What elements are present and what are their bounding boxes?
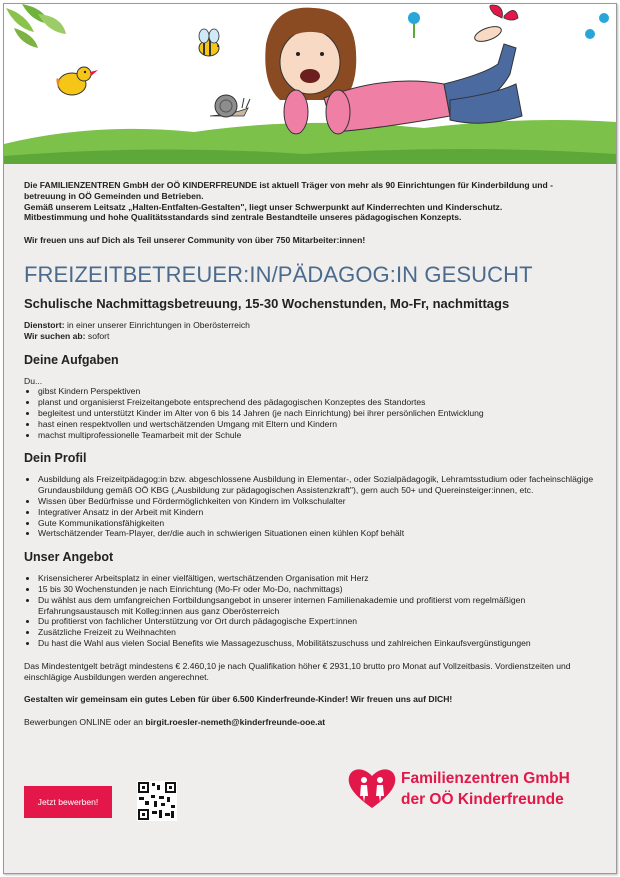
profil-heading: Dein Profil — [24, 451, 87, 466]
list-item: • Krisensicherer Arbeitsplatz in einer vielfältigen, wertschätzenden Organisation mit Herz — [38, 573, 594, 584]
application-line — [24, 717, 594, 728]
start-label: Wir suchen ab: — [24, 330, 86, 341]
list-item: • Ausbildung als Freizeitpädagog:in bzw. abgeschlossene Ausbildung in Elementar-, oder Sozialpädagogik, Lehramtsstudium oder facheinschlägige Grundausbildung gemäß OÖ KBG („Ausbildung zur pädagogischen Assistenzkraft"), gern auch 50+ und Quereinsteiger:innen, etc. — [38, 474, 594, 496]
aufgaben-heading: Deine Aufgaben — [24, 352, 119, 367]
heart-logo-icon — [347, 766, 397, 810]
leitsatz-text: Gemäß unserem Leitsatz „Halten-Entfalten-Gestalten", liegt unser Schwerpunkt auf Kinderrechten und Kinderschutz. — [24, 201, 503, 212]
start-value: sofort — [85, 330, 110, 341]
hero-illustration — [4, 4, 616, 164]
dienstort-label: Dienstort: — [24, 319, 65, 330]
list-item: • Wissen über Bedürfnisse und Fördermöglichkeiten von Kindern im Volkschulalter — [38, 496, 594, 507]
logo-line-2: der OÖ Kinderfreunde — [401, 791, 564, 808]
aufgaben-lead: Du... — [24, 375, 43, 386]
list-item: • Gute Kommunikationsfähigkeiten — [38, 518, 594, 529]
job-subtitle: Schulische Nachmittagsbetreuung, 15-30 Wochenstunden, Mo-Fr, nachmittags — [24, 295, 510, 311]
leaves-icon — [6, 4, 66, 48]
qr-code[interactable] — [137, 781, 177, 821]
quality-text: Mitbestimmung und hohe Qualitätsstandards sind zentrale Bestandteile unseres pädagogischen Konzepts. — [24, 212, 462, 223]
job-ad-page — [3, 3, 617, 874]
list-item: • Du hast die Wahl aus vielen Social Benefits wie Massagezuschuss, Mobilitätszuschuss und zahlreichen Einkaufsvergünstigungen — [38, 638, 594, 649]
angebot-list — [24, 573, 594, 649]
apply-button[interactable]: Jetzt bewerben! — [24, 786, 112, 818]
community-text: Wir freuen uns auf Dich als Teil unserer Community von über 750 Mitarbeiter:innen! — [24, 235, 366, 246]
list-item: • Du profitierst von fachlicher Unterstützung vor Ort durch pädagogische Expert:innen — [38, 616, 594, 627]
start-row — [24, 331, 594, 342]
intro-text: Die FAMILIENZENTREN GmbH der OÖ KINDERFREUNDE ist aktuell Träger von mehr als 90 Einrichtungen für Kinderbildung und -betreuung in OÖ Gemeinden und Betrieben. — [24, 180, 554, 201]
list-item: • machst multiprofessionelle Teamarbeit mit der Schule — [38, 430, 594, 441]
job-title: FREIZEITBETREUER:IN/PÄDAGOG:IN GESUCHT — [24, 261, 533, 287]
list-item: • begleitest und unterstützt Kinder im Alter von 6 bis 14 Jahren (je nach Einrichtung) bei ihrer persönlichen Entwicklung — [38, 408, 594, 419]
bee-icon — [199, 29, 219, 56]
list-item: • planst und organisierst Freizeitangebote entsprechend des pädagogischen Konzeptes des Standortes — [38, 397, 594, 408]
girl-illustration — [265, 8, 522, 134]
job-meta — [24, 320, 594, 342]
list-item: • Zusätzliche Freizeit zu Weihnachten — [38, 627, 594, 638]
list-item: • gibst Kindern Perspektiven — [38, 386, 594, 397]
salary-text: Das Mindestentgelt beträgt mindestens € 2.460,10 je nach Qualifikation höher € 2931,10 brutto pro Monat auf Vollzeitbasis. Vordienstzeiten und einschlägige Ausbildungen werden angerechnet. — [24, 660, 571, 682]
list-item: • Wertschätzender Team-Player, der/die auch in schwierigen Situationen einen kühlen Kopf behält — [38, 528, 594, 539]
ad-body — [24, 180, 594, 728]
list-item: • Du wählst aus dem umfangreichen Fortbildungsangebot in unserer internen Familienakademie und profitierst vom regelmäßigen Erfahrungsaustausch mit Kolleg:innen aus ganz Oberösterreich — [38, 595, 594, 617]
bird-icon — [56, 67, 98, 95]
list-item: • Integrativer Ansatz in der Arbeit mit Kindern — [38, 507, 594, 518]
profil-list — [24, 474, 594, 539]
application-email[interactable]: birgit.roesler-nemeth@kinderfreunde-ooe.at — [145, 717, 326, 728]
butterfly-icon — [490, 5, 518, 20]
angebot-heading: Unser Angebot — [24, 550, 114, 565]
dienstort-row — [24, 320, 594, 331]
snail-icon — [210, 95, 250, 117]
aufgaben-list — [24, 386, 594, 440]
application-prefix: Bewerbungen ONLINE oder an — [24, 717, 146, 728]
logo-line-1: Familienzentren GmbH — [401, 770, 570, 787]
closing-text: Gestalten wir gemeinsam ein gutes Leben für über 6.500 Kinderfreunde-Kinder! Wir freuen uns auf DICH! — [24, 694, 453, 705]
dienstort-value: in einer unserer Einrichtungen in Oberösterreich — [64, 319, 250, 330]
list-item: • hast einen respektvollen und wertschätzenden Umgang mit Eltern und Kindern — [38, 419, 594, 430]
list-item: • 15 bis 30 Wochenstunden je nach Einrichtung (Mo-Fr oder Mo-Do, nachmittags) — [38, 584, 594, 595]
intro-paragraph — [24, 180, 594, 223]
